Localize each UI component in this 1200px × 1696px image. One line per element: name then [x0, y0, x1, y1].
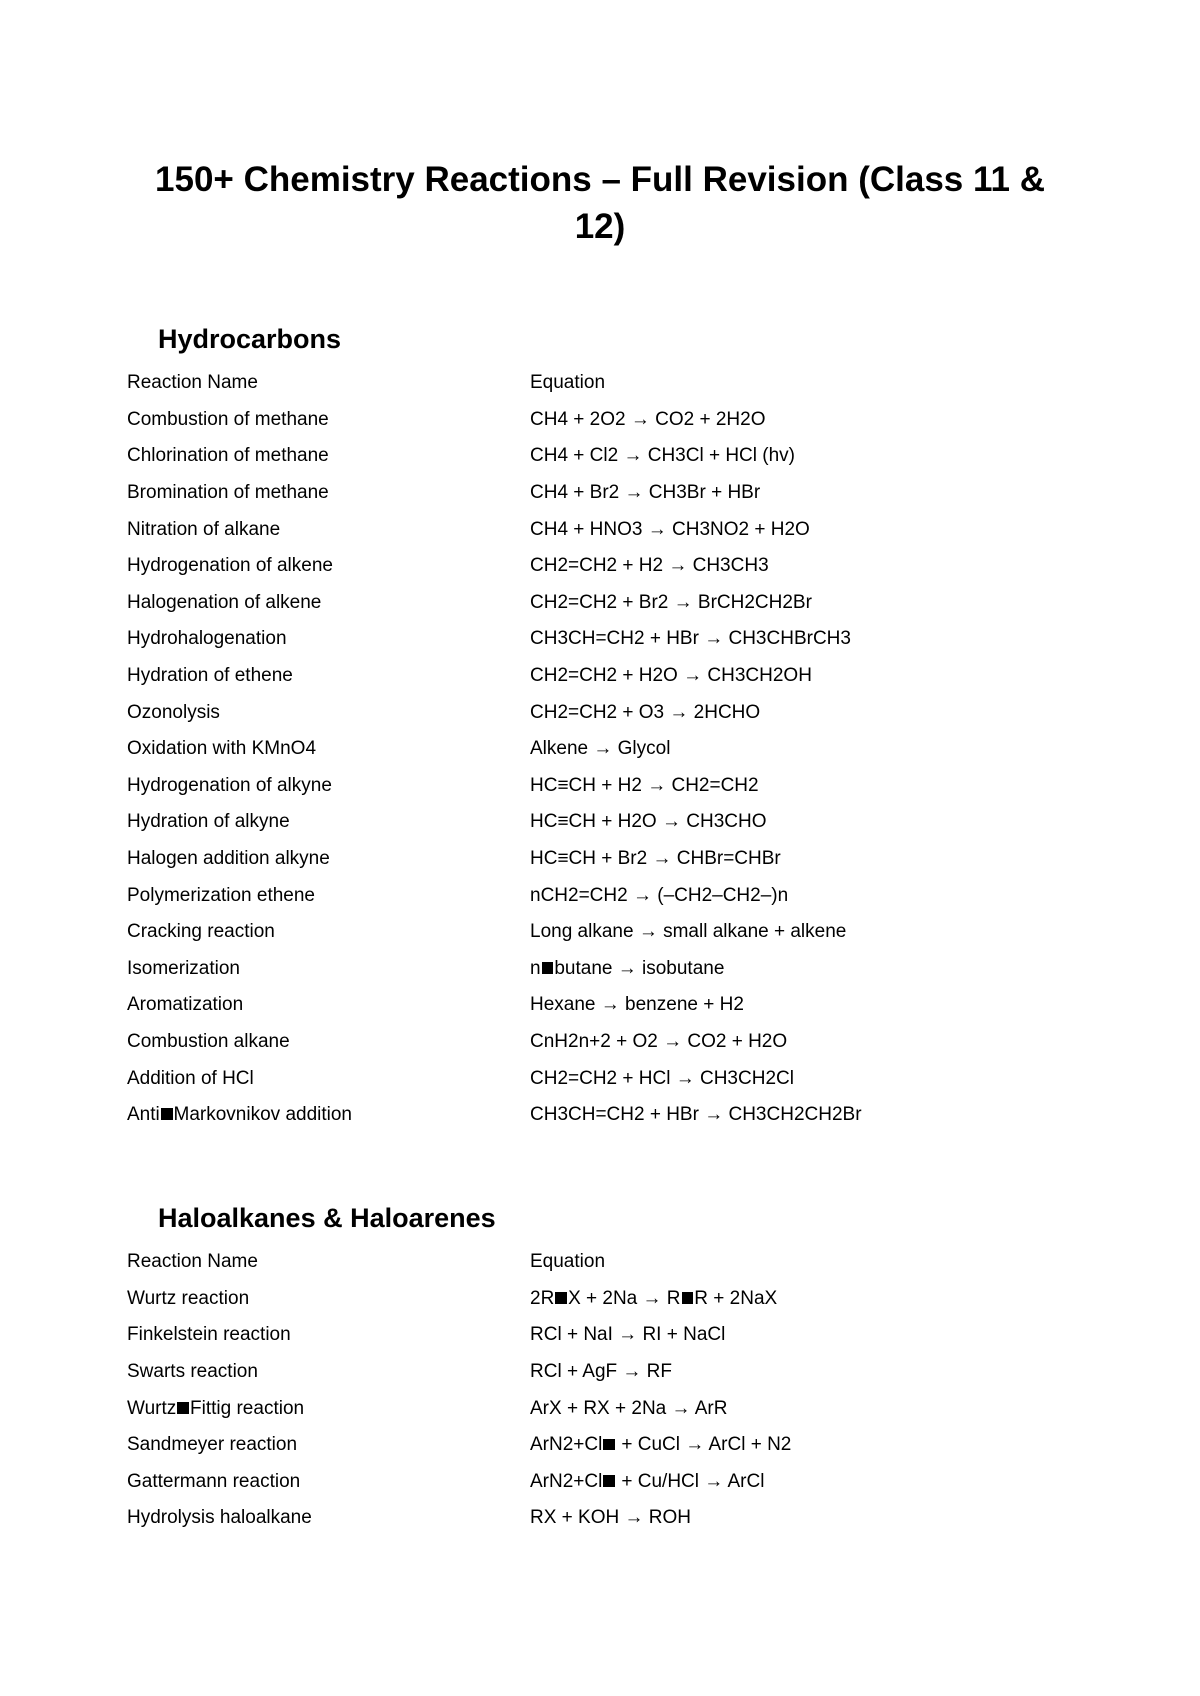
- reaction-name-cell: Addition of HCl: [127, 1067, 254, 1089]
- reaction-name-cell: Anti Markovnikov addition: [127, 1104, 352, 1126]
- reaction-name-cell: Gattermann reaction: [127, 1470, 301, 1492]
- table-header-row: [127, 1244, 1090, 1281]
- table-row: [127, 951, 1090, 988]
- document-title: 150+ Chemistry Reactions – Full Revision (Class 11 & 12): [155, 160, 1045, 246]
- glyph-placeholder-square: [603, 1475, 615, 1487]
- reaction-name-cell: Finkelstein reaction: [127, 1324, 291, 1346]
- reaction-name-cell: Sandmeyer reaction: [127, 1434, 298, 1456]
- table-row: [127, 1317, 1090, 1354]
- reaction-name-cell: Bromination of methane: [127, 482, 329, 504]
- equation-cell: Long alkane → small alkane + alkene: [530, 921, 847, 943]
- reaction-name-cell: Wurtz reaction: [127, 1287, 250, 1309]
- reaction-name-cell: Hydrogenation of alkene: [127, 555, 333, 577]
- equation-cell: ArN2+Cl + Cu/HCl → ArCl: [530, 1470, 765, 1492]
- reaction-name-cell: Hydration of alkyne: [127, 811, 290, 833]
- reaction-name-cell: Hydrogenation of alkyne: [127, 774, 332, 796]
- equation-cell: CH2=CH2 + H2O → CH3CH2OH: [530, 665, 812, 687]
- table-row: [127, 1097, 1090, 1134]
- equation-cell: CH4 + 2O2 → CO2 + 2H2O: [530, 408, 766, 430]
- table-row: [127, 511, 1090, 548]
- section-heading: Hydrocarbons: [158, 324, 342, 354]
- table-row: [127, 1024, 1090, 1061]
- reaction-name-cell: Oxidation with KMnO4: [127, 738, 317, 760]
- table-row: [127, 475, 1090, 512]
- table-row: [127, 1427, 1090, 1464]
- table-row: [127, 1464, 1090, 1501]
- equation-cell: HC≡CH + Br2 → CHBr=CHBr: [530, 848, 781, 870]
- reaction-name-cell: Nitration of alkane: [127, 518, 281, 540]
- table-row: [127, 877, 1090, 914]
- equation-cell: Alkene → Glycol: [530, 738, 671, 760]
- reaction-name-cell: Wurtz Fittig reaction: [127, 1397, 305, 1419]
- table-row: [127, 694, 1090, 731]
- table-row: [127, 621, 1090, 658]
- equation-cell: RCl + AgF → RF: [530, 1361, 672, 1383]
- equation-cell: 2R X + 2Na → R R + 2NaX: [530, 1287, 778, 1309]
- column-header-reaction-name: Reaction Name: [127, 1251, 258, 1273]
- table-header-row: [127, 365, 1090, 402]
- table-row: [127, 804, 1090, 841]
- table-row: [127, 841, 1090, 878]
- glyph-placeholder-square: [682, 1292, 694, 1304]
- column-header-reaction-name: Reaction Name: [127, 372, 258, 394]
- table-row: [127, 658, 1090, 695]
- equation-cell: RX + KOH → ROH: [530, 1507, 691, 1529]
- equation-cell: ArX + RX + 2Na → ArR: [530, 1397, 728, 1419]
- table-row: [127, 987, 1090, 1024]
- reaction-name-cell: Ozonolysis: [127, 701, 220, 723]
- equation-cell: Hexane → benzene + H2: [530, 994, 744, 1016]
- equation-cell: CH3CH=CH2 + HBr → CH3CH2CH2Br: [530, 1104, 862, 1126]
- reaction-name-cell: Halogen addition alkyne: [127, 848, 330, 870]
- reaction-name-cell: Cracking reaction: [127, 921, 275, 943]
- reaction-table: [127, 365, 1090, 1133]
- reaction-name-cell: Combustion alkane: [127, 1030, 290, 1052]
- equation-cell: CH2=CH2 + O3 → 2HCHO: [530, 701, 761, 723]
- equation-cell: CH2=CH2 + HCl → CH3CH2Cl: [530, 1067, 794, 1089]
- equation-cell: RCl + NaI → RI + NaCl: [530, 1324, 726, 1346]
- equation-cell: CH4 + Br2 → CH3Br + HBr: [530, 482, 761, 504]
- table-row: [127, 585, 1090, 622]
- table-row: [127, 1390, 1090, 1427]
- reaction-name-cell: Aromatization: [127, 994, 244, 1016]
- section-haloalkanes-haloarenes: [127, 1202, 1127, 1537]
- reaction-name-cell: Swarts reaction: [127, 1361, 258, 1383]
- equation-cell: CH4 + Cl2 → CH3Cl + HCl (hv): [530, 445, 795, 467]
- glyph-placeholder-square: [177, 1402, 189, 1414]
- equation-cell: CH2=CH2 + Br2 → BrCH2CH2Br: [530, 591, 812, 613]
- glyph-placeholder-square: [555, 1292, 567, 1304]
- reaction-name-cell: Isomerization: [127, 957, 240, 979]
- equation-cell: CnH2n+2 + O2 → CO2 + H2O: [530, 1030, 788, 1052]
- equation-cell: n butane → isobutane: [530, 957, 725, 979]
- table-row: [127, 1354, 1090, 1391]
- table-row: [127, 438, 1090, 475]
- reaction-table: [127, 1244, 1090, 1537]
- table-row: [127, 914, 1090, 951]
- reaction-name-cell: Chlorination of methane: [127, 445, 329, 467]
- equation-cell: HC≡CH + H2 → CH2=CH2: [530, 774, 759, 796]
- glyph-placeholder-square: [542, 962, 554, 974]
- table-row: [127, 1500, 1090, 1537]
- column-header-equation: Equation: [530, 372, 606, 394]
- section-heading: Haloalkanes & Haloarenes: [158, 1203, 496, 1233]
- section-hydrocarbons: [127, 323, 1127, 1133]
- reaction-name-cell: Polymerization ethene: [127, 884, 315, 906]
- table-row: [127, 402, 1090, 439]
- equation-cell: CH3CH=CH2 + HBr → CH3CHBrCH3: [530, 628, 851, 650]
- equation-cell: HC≡CH + H2O → CH3CHO: [530, 811, 767, 833]
- equation-cell: CH4 + HNO3 → CH3NO2 + H2O: [530, 518, 810, 540]
- table-row: [127, 768, 1090, 805]
- equation-cell: CH2=CH2 + H2 → CH3CH3: [530, 555, 769, 577]
- equation-cell: ArN2+Cl + CuCl → ArCl + N2: [530, 1434, 792, 1456]
- glyph-placeholder-square: [603, 1439, 615, 1451]
- table-row: [127, 731, 1090, 768]
- table-row: [127, 548, 1090, 585]
- reaction-name-cell: Halogenation of alkene: [127, 591, 322, 613]
- reaction-name-cell: Combustion of methane: [127, 408, 329, 430]
- equation-cell: nCH2=CH2 → (–CH2–CH2–)n: [530, 884, 789, 906]
- table-row: [127, 1281, 1090, 1318]
- column-header-equation: Equation: [530, 1251, 606, 1273]
- glyph-placeholder-square: [161, 1108, 173, 1120]
- reaction-name-cell: Hydration of ethene: [127, 665, 293, 687]
- table-row: [127, 1060, 1090, 1097]
- reaction-name-cell: Hydrohalogenation: [127, 628, 287, 650]
- reaction-name-cell: Hydrolysis haloalkane: [127, 1507, 312, 1529]
